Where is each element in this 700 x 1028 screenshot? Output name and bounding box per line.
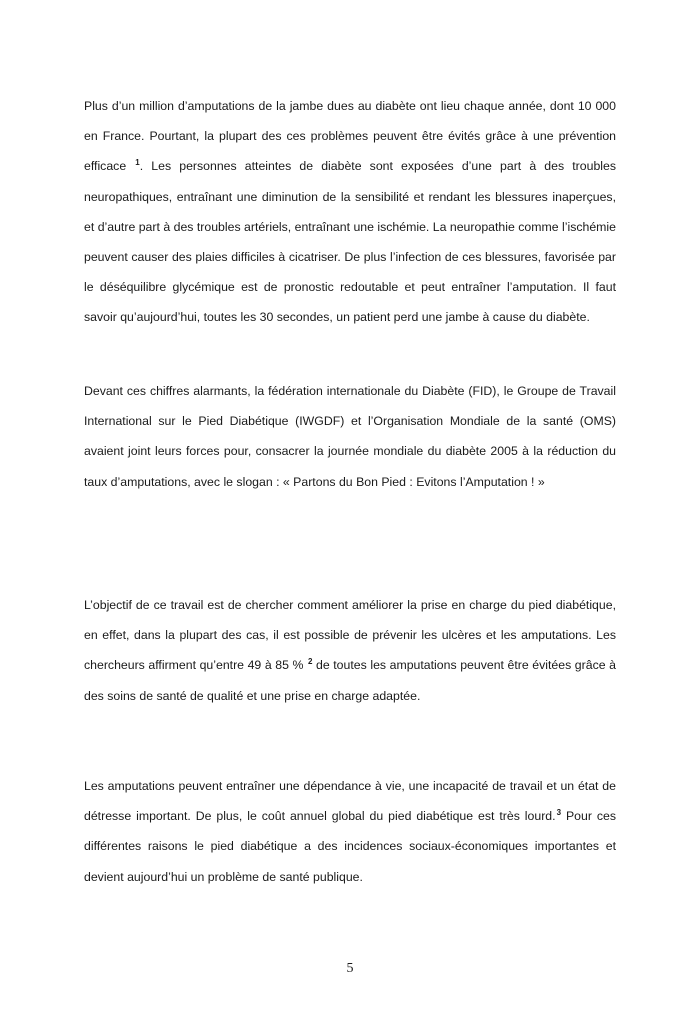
footnote-marker-2: 2	[308, 657, 313, 667]
paragraph-socioeconomic-impact	[84, 771, 616, 892]
footnote-marker-3: 3	[556, 808, 562, 818]
paragraph-text: . Les personnes atteintes de diabète sont exposées d’une part à des troubles neuropathiques, entraînant une diminution de la sensibilité et rendant les blessures inaperçues, et d’autre part à des troubles artériels, entraînant une ischémie. La neuropathie comme l’ischémie peuvent causer des plaies difficiles à cicatriser. De plus l’infection de ces blessures, favorisée par le déséquilibre glycémique est de pronostic redoutable et peut entraîner l’amputation. Il faut savoir qu’aujourd’hui, toutes les 30 secondes, un patient perd une jambe à cause du diabète.	[84, 159, 617, 325]
paragraph-text: Les amputations peuvent entraîner une dépendance à vie, une incapacité de travail et un état de détresse important. De plus, le coût annuel global du pied diabétique est très lourd.	[84, 779, 616, 824]
footnote-marker-1: 1	[135, 158, 140, 168]
paragraph-amputations-statistics	[84, 91, 616, 333]
page-number: 5	[346, 961, 354, 976]
paragraph-world-diabetes-day	[84, 376, 616, 497]
paragraph-work-objective	[84, 590, 616, 711]
paragraph-text: Pour ces différentes raisons le pied diabétique a des incidences sociaux-économiques importantes et devient aujourd’hui un problème de santé publique.	[84, 809, 616, 884]
paragraph-text: Plus d’un million d’amputations de la jambe dues au diabète ont lieu chaque année, dont 10 000 en France. Pourtant, la plupart des ces problèmes peuvent être évités grâce à une prévention efficace	[84, 99, 616, 174]
paragraph-text: L’objectif de ce travail est de chercher comment améliorer la prise en charge du pied diabétique, en effet, dans la plupart des cas, il est possible de prévenir les ulcères et les amputations. Les chercheurs affirment qu’entre 49 à 85 %	[84, 598, 616, 673]
paragraph-text: Devant ces chiffres alarmants, la fédération internationale du Diabète (FID), le Groupe de Travail International sur le Pied Diabétique (IWGDF) et l’Organisation Mondiale de la santé (OMS) avaient joint leurs forces pour, consacrer la journée mondiale du diabète 2005 à la réduction du taux d’amputations, avec le slogan : « Partons du Bon Pied : Evitons l’Amputation ! »	[84, 384, 616, 489]
paragraph-text: de toutes les amputations peuvent être évitées grâce à des soins de santé de qualité et une prise en charge adaptée.	[84, 658, 616, 703]
